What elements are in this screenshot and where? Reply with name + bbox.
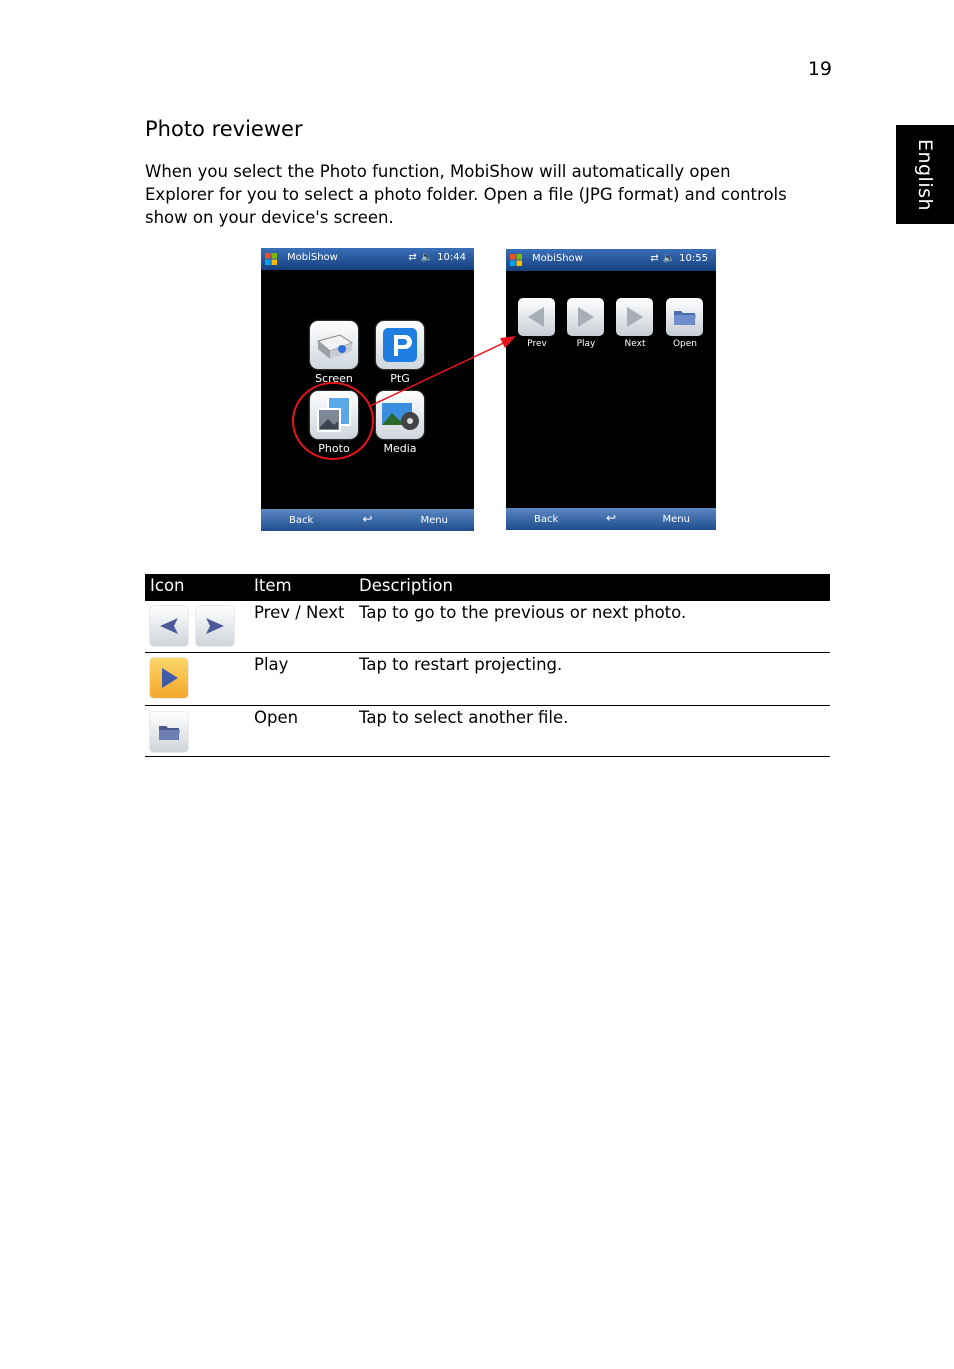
prev-icon [150,606,188,646]
control-label-play: Play [576,339,596,349]
header-description: Description [359,576,453,595]
control-label-open: Open [672,339,698,349]
row-description: Tap to select another file. [359,708,569,727]
icon-description-table [145,574,830,757]
row-item: Play [254,655,289,674]
control-label-prev: Prev [527,339,547,349]
clock: 10:55 [679,253,708,264]
return-arrow-icon[interactable]: ↩ [605,511,617,525]
next-icon [196,606,234,646]
language-tab-label: English [914,138,936,211]
pointer-arrow-line [370,340,510,406]
return-arrow-icon[interactable]: ↩ [362,512,373,526]
section-title: Photo reviewer [145,117,303,141]
row-item: Prev / Next [254,603,345,622]
clock: 10:44 [437,252,466,263]
arrowhead-icon [500,336,516,348]
row-item: Open [254,708,299,727]
control-label-next: Next [624,339,646,349]
header-icon: Icon [150,576,185,595]
intro-line: show on your device's screen. [145,208,394,227]
page-number: 19 [807,58,832,80]
connectivity-icon: ⇄ [408,252,417,263]
speaker-mute-icon: 🔈 [662,253,676,264]
connectivity-icon: ⇄ [650,253,659,264]
app-title: MobiShow [532,253,583,264]
header-item: Item [254,576,292,595]
app-title: MobiShow [287,252,338,263]
table-row [145,706,830,757]
back-softkey[interactable]: Back [289,515,314,526]
open-folder-icon [150,712,188,752]
table-row [145,601,830,653]
app-label-screen: Screen [315,372,353,385]
table-header [145,574,830,601]
intro-line: Explorer for you to select a photo folder. Open a file (JPG format) and controls [145,185,787,204]
app-label-photo: Photo [318,442,350,455]
highlight-circle [293,383,373,459]
annotation-overlay [0,0,954,600]
speaker-mute-icon: 🔈 [420,252,434,263]
row-description: Tap to go to the previous or next photo. [359,603,687,622]
menu-softkey[interactable]: Menu [662,514,690,525]
intro-line: When you select the Photo function, MobiShow will automatically open [145,162,731,181]
table-row [145,653,830,706]
menu-softkey[interactable]: Menu [420,515,448,526]
back-softkey[interactable]: Back [534,514,559,525]
app-label-ptg: PtG [390,372,410,385]
play-icon [150,658,188,698]
app-label-media: Media [383,442,417,455]
row-description: Tap to restart projecting. [359,655,563,674]
